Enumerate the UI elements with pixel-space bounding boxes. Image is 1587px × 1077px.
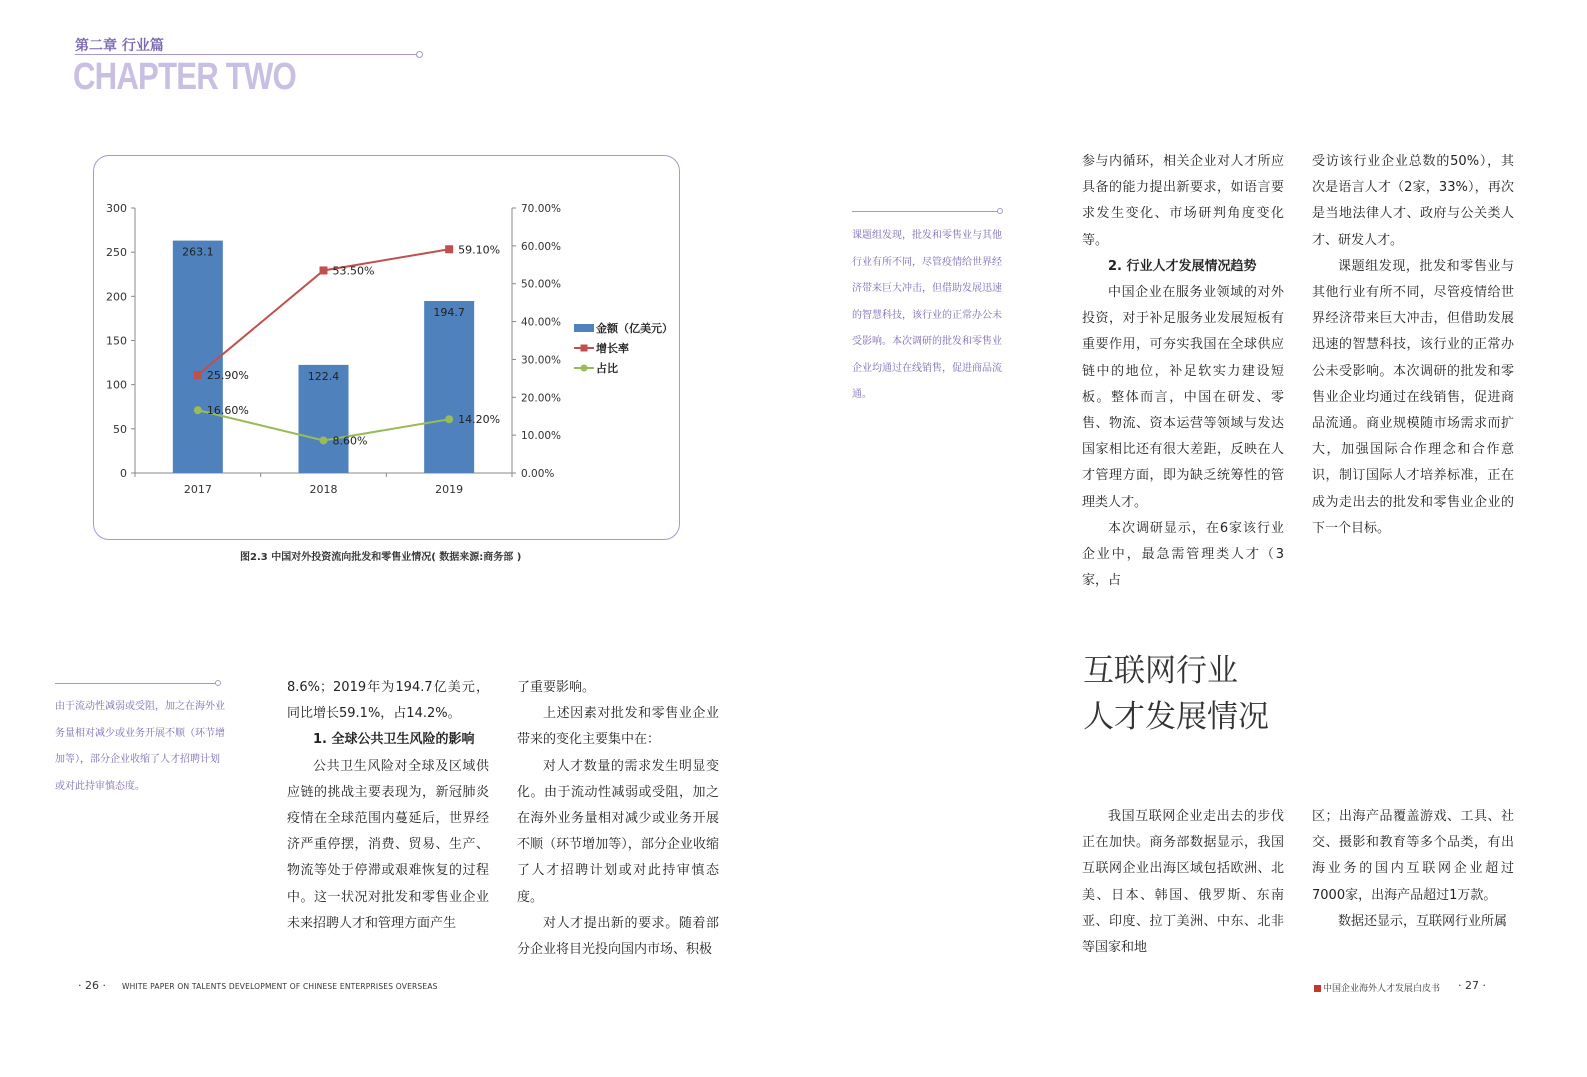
paragraph: 参与内循环，相关企业对人才所应具备的能力提出新要求，如语言要求发生变化、市场研判角度变化等。 [1082, 154, 1284, 248]
legend-label: 增长率 [596, 342, 629, 355]
x-tick-label: 2018 [309, 483, 338, 496]
y-right-tick-label: 20.00% [521, 392, 562, 405]
x-tick-label: 2019 [435, 483, 464, 496]
body-column-a [287, 675, 489, 937]
y-right-tick-label: 0.00% [521, 468, 555, 480]
line-point [320, 436, 328, 444]
bar-data-label: 122.4 [307, 369, 340, 383]
y-left-tick-label: 0 [120, 467, 127, 480]
side-note-left: 由于流动性减弱或受阻，加之在海外业务量相对减少或业务开展不顺（环节增加等），部分企业收缩了人才招聘计划或对此持审慎态度。 [55, 701, 225, 792]
paragraph: 我国互联网企业走出去的步伐正在加快。商务部数据显示，我国互联网企业出海区域包括欧洲、北美、日本、韩国、俄罗斯、东南亚、印度、拉丁美洲、中东、北非等国家和地 [1082, 809, 1284, 956]
y-right-tick-label: 50.00% [521, 278, 562, 291]
body-column-d [1312, 149, 1514, 542]
y-right-tick-label: 30.00% [521, 354, 562, 367]
paragraph: 数据还显示，互联网行业所属 [1338, 913, 1508, 929]
y-left-tick-label: 150 [106, 334, 127, 348]
line-data-label: 53.50% [332, 264, 375, 278]
page-number-left: · 26 · [78, 979, 106, 992]
paragraph: 中国企业在服务业领域的对外投资，对于补足服务业发展短板有重要作用，可夯实我国在全球供应链中的地位，补足软实力建设短板。整体而言，中国在研发、零售、物流、资本运营等领域与发达国家相比还有很大差距，反映在人才管理方面，即为缺乏统筹性的管理类人才。 [1082, 285, 1284, 510]
page-number-right: · 27 · [1458, 979, 1486, 992]
side-note-divider [852, 211, 999, 212]
paragraph: 对人才提出新的要求。随着部分企业将目光投向国内市场、积极 [517, 915, 719, 958]
section-title-line: 人才发展情况 [1083, 699, 1269, 735]
footer-title-right [1314, 981, 1440, 994]
paragraph: 8.6%；2019年为194.7亿美元，同比增长59.1%，占14.2%。 [287, 680, 489, 722]
legend-label: 占比 [596, 362, 618, 375]
body-column-c [1082, 149, 1284, 594]
section-heading: 2. 行业人才发展情况趋势 [1108, 258, 1257, 274]
line-point [194, 406, 202, 414]
line-data-label: 59.10% [458, 243, 501, 257]
paragraph: 了重要影响。 [517, 680, 596, 695]
side-note-divider-dot [997, 208, 1003, 214]
paragraph: 区；出海产品覆盖游戏、工具、社交、摄影和教育等多个品类，有出海业务的国内互联网企业超过7000家，出海产品超过1万款。 [1312, 809, 1514, 903]
line-point [445, 415, 453, 423]
legend-marker [581, 345, 588, 352]
y-left-tick-label: 50 [113, 422, 127, 436]
line-data-label: 8.60% [332, 434, 368, 448]
chapter-title: CHAPTER TWO [73, 56, 296, 98]
section-title [1083, 648, 1269, 740]
footer-marker-icon [1314, 985, 1321, 992]
section-heading: 1. 全球公共卫生风险的影响 [313, 732, 475, 748]
line-point [194, 371, 202, 379]
paragraph: 公共卫生风险对全球及区域供应链的挑战主要表现为，新冠肺炎疫情在全球范围内蔓延后，世界经济严重停摆，消费、贸易、生产、物流等处于停滞或艰难恢复的过程中。这一状况对批发和零售业企业未来招聘人才和管理方面产生 [287, 758, 489, 931]
body-column-f [1312, 804, 1514, 935]
legend-swatch [574, 324, 594, 332]
paragraph: 上述因素对批发和零售业企业带来的变化主要集中在： [517, 706, 719, 748]
y-right-tick-label: 60.00% [521, 240, 562, 253]
bar-data-label: 194.7 [433, 306, 465, 320]
y-right-tick-label: 10.00% [521, 430, 562, 443]
legend-label: 金额（亿美元） [596, 322, 673, 335]
y-right-tick-label: 40.00% [521, 316, 562, 329]
legend-marker [581, 365, 588, 372]
line-point [320, 266, 328, 274]
combo-chart [93, 155, 681, 541]
paragraph: 本次调研显示，在6家该行业企业中，最急需管理类人才（3家，占 [1082, 520, 1284, 589]
bar [424, 301, 474, 473]
line-data-label: 25.90% [206, 368, 249, 382]
bar-data-label: 263.1 [182, 245, 214, 259]
chapter-divider-dot [416, 51, 423, 58]
y-left-tick-label: 200 [106, 290, 127, 304]
x-tick-label: 2017 [183, 483, 212, 496]
y-right-tick-label: 70.00% [521, 203, 562, 215]
y-left-tick-label: 100 [106, 378, 127, 392]
body-column-e [1082, 804, 1284, 961]
line-data-label: 14.20% [458, 413, 501, 427]
y-left-tick-label: 250 [106, 246, 127, 260]
side-note-divider [55, 683, 217, 684]
bar [173, 241, 223, 473]
footer-title-right-text: 中国企业海外人才发展白皮书 [1323, 984, 1441, 994]
chart-caption: 图2.3 中国对外投资流向批发和零售业情况( 数据来源:商务部 ) [240, 552, 522, 563]
side-note-right: 课题组发现，批发和零售业与其他行业有所不同，尽管疫情给世界经济带来巨大冲击，但借助发展迅速的智慧科技，该行业的正常办公未受影响。本次调研的批发和零售业企业均通过在线销售，促进商品流通。 [852, 230, 1002, 400]
paragraph: 受访该行业企业总数的50%），其次是语言人才（2家，33%），再次是当地法律人才、政府与公关类人才、研发人才。 [1312, 154, 1514, 248]
body-column-b [517, 675, 719, 963]
side-note-divider-dot [215, 680, 221, 686]
line-point [445, 245, 453, 253]
chapter-divider [75, 54, 418, 55]
paragraph: 课题组发现，批发和零售业与其他行业有所不同，尽管疫情给世界经济带来巨大冲击，但借助发展迅速的智慧科技，该行业的正常办公未受影响。本次调研的批发和零售业企业均通过在线销售，促进商品流通。商业规模随市场需求而扩大，加强国际合作理念和合作意识，制订国际人才培养标准，正在成为走出去的批发和零售业企业的下一个目标。 [1312, 258, 1514, 536]
section-title-line: 互联网行业 [1083, 653, 1238, 689]
chapter-label: 第二章 行业篇 [75, 38, 164, 54]
line-data-label: 16.60% [206, 404, 249, 418]
footer-title-left: WHITE PAPER ON TALENTS DEVELOPMENT OF CHINESE ENTERPRISES OVERSEAS [122, 982, 438, 991]
paragraph: 对人才数量的需求发生明显变化。由于流动性减弱或受阻，加之在海外业务量相对减少或业务开展不顺（环节增加等），部分企业收缩了人才招聘计划或对此持审慎态度。 [517, 758, 719, 905]
y-left-tick-label: 300 [106, 202, 127, 215]
